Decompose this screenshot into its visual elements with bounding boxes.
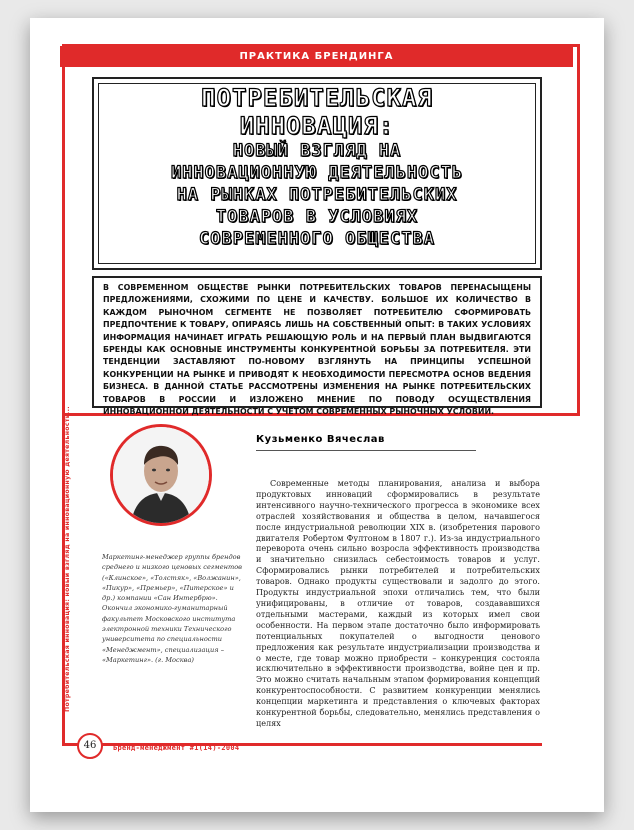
author-bio: Маркетинг-менеджер группы брендов среднего и низкого ценовых сегментов («Клинское», «Толстяк», «Волжанин», «Пикур», «Премьер», «Питерское» и др.) компании «Сан Интербрю». Окончил экономико-гуманитарный факультет Московского института электронной техники Технического университета по специальности «Менеджмент», специализация – «Маркетинг». (г. Москва) — [102, 553, 243, 664]
section-banner: ПРАКТИКА БРЕНДИНГА — [60, 46, 573, 67]
subtitle-line-2: ИННОВАЦИОННУЮ ДЕЯТЕЛЬНОСТЬ — [170, 163, 464, 183]
page-number: 46 — [77, 733, 103, 759]
running-title-vertical: Потребительская инновация: новый взгляд на инновационную деятельность... — [64, 406, 71, 712]
portrait-illustration — [113, 427, 209, 523]
author-divider — [256, 450, 476, 451]
lead-paragraph: В СОВРЕМЕННОМ ОБЩЕСТВЕ РЫНКИ ПОТРЕБИТЕЛЬСКИХ ТОВАРОВ ПЕРЕНАСЫЩЕНЫ ПРЕДЛОЖЕНИЯМИ, СХОЖИМИ ПО ЦЕНЕ И КАЧЕСТВУ. БОЛЬШОЕ ИХ КОЛИЧЕСТВО В КАЖДОМ РЫНОЧНОМ СЕГМЕНТЕ НЕ ПОЗВОЛЯЕТ ПОТРЕБИТЕЛЮ СФОРМИРОВАТЬ ПРЕДПОЧТЕНИЕ К ТОВАРУ, ОПИРАЯСЬ ЛИШЬ НА СОБСТВЕННЫЙ ОПЫТ: В ТАКИХ УСЛОВИЯХ ИНФОРМАЦИЯ НАЧИНАЕТ ИГРАТЬ РЕШАЮЩУЮ РОЛЬ И НА ПЕРВЫЙ ПЛАН ВЫДВИГАЮТСЯ БРЕНДЫ КАК ОСНОВНЫЕ ИНСТРУМЕНТЫ КОНКУРЕНТНОЙ БОРЬБЫ ЗА ПОТРЕБИТЕЛЯ. ЭТИ ТЕНДЕНЦИИ ЗАСТАВЛЯЮТ ПО-НОВОМУ ВЗГЛЯНУТЬ НА ПРИНЦИПЫ УСПЕШНОЙ КОНКУРЕНЦИИ НА РЫНКЕ И ПРИВОДЯТ К НЕОБХОДИМОСТИ ПЕРЕСМОТРА ОСНОВ ВЕДЕНИЯ БИЗНЕСА. В ДАННОЙ СТАТЬЕ РАССМОТРЕНЫ ИЗМЕНЕНИЯ НА РЫНКЕ ПОТРЕБИТЕЛЬСКИХ ТОВАРОВ В РОССИИ И ИЗЛОЖЕНО МНЕНИЕ ПО ПОВОДУ ОСУЩЕСТВЛЕНИЯ ИННОВАЦИОННОЙ ДЕЯТЕЛЬНОСТИ С УЧЕТОМ СОВРЕМЕННЫХ РЫНОЧНЫХ УСЛОВИЙ. — [92, 276, 542, 408]
subtitle-line-5: СОВРЕМЕННОГО ОБЩЕСТВА — [199, 229, 435, 249]
author-photo — [110, 424, 212, 526]
title-line-2: ИННОВАЦИЯ: — [239, 112, 395, 140]
subtitle-line-4: ТОВАРОВ В УСЛОВИЯХ — [215, 207, 419, 227]
frame-line-right — [577, 44, 580, 416]
article-body — [256, 478, 540, 729]
body-paragraph: Современные методы планирования, анализа и выбора продуктовых инноваций сформировались в результате интенсивного научно-технического прогресса в экономике всех отраслей хозяйствования и общества в целом, начавшегося после индустриальной революции XIX в. (изобретения парового двигателя Робертом Фултоном в 1807 г.). Из-за индустриального переворота очень сильно возросла эффективность производства и значительно снизилась себестоимость товаров и услуг. Сформировались рынки потребителей и потребительских товаров. Однако продукты существовали и задолго до этого. Продукты индустриальной эпохи отличались тем, что были унифицированы, в отличие от товаров, создававшихся отдельными мастерами, каждый из которых имел свои особенности. На первом этапе достаточно было информировать потенциальных покупателей о выгодности ценового предложения как результате индустриализации производства и о месте, где товар можно приобрести – конкуренция состояла исключительно в эффективности производства, войне цен и пр. Это можно считать начальным этапом формирования концепций конкурентоспособности. С развитием конкуренции менялись концепции маркетинга и представления о ключевых факторах конкурентной борьбы, следовательно, менялись представления о целях — [256, 478, 540, 728]
subtitle-line-3: НА РЫНКАХ ПОТРЕБИТЕЛЬСКИХ — [176, 185, 458, 205]
article-title — [100, 84, 534, 250]
footer-issue: Бренд-менеджмент #1(14)-2004 — [113, 744, 240, 752]
author-name: Кузьменко Вячеслав — [256, 434, 385, 445]
title-line-1: ПОТРЕБИТЕЛЬСКАЯ — [201, 84, 433, 112]
subtitle-line-1: НОВЫЙ ВЗГЛЯД НА — [232, 141, 402, 161]
